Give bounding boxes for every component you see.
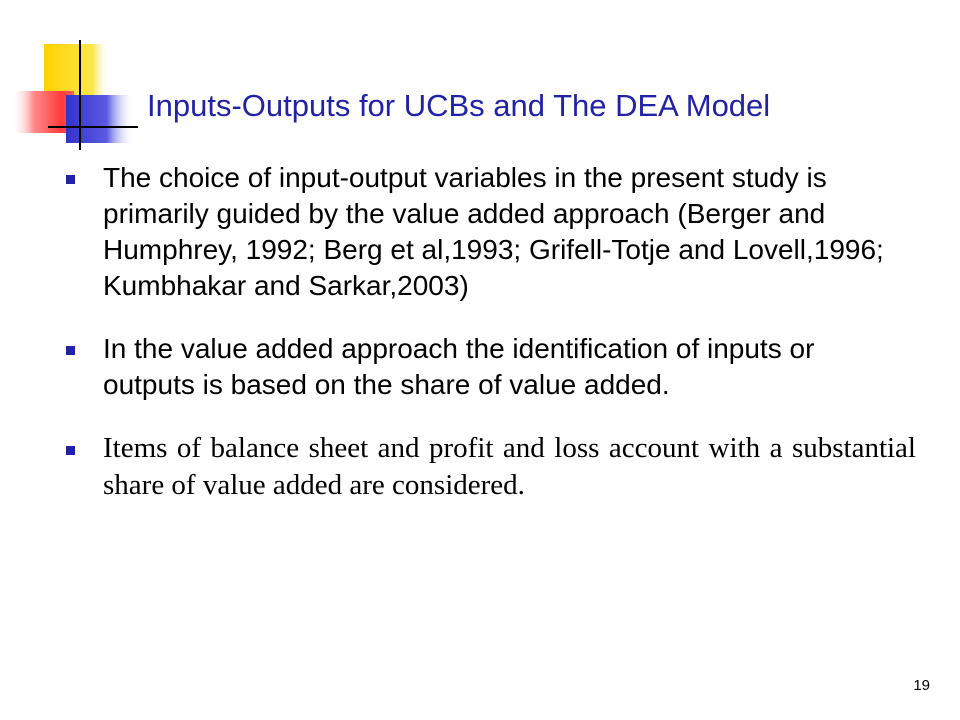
page-number: 19 bbox=[913, 677, 930, 694]
bullet-item bbox=[66, 160, 903, 304]
bullet-text: In the value added approach the identification of inputs or outputs is based on the share of value added. bbox=[103, 333, 815, 400]
square-bullet-icon bbox=[66, 175, 75, 184]
square-bullet-icon bbox=[66, 346, 75, 355]
slide-title: Inputs-Outputs for UCBs and The DEA Model bbox=[147, 88, 771, 123]
bullet-list bbox=[66, 160, 916, 504]
bullet-item bbox=[66, 331, 903, 403]
bullet-item bbox=[66, 430, 916, 504]
slide-logo-icon bbox=[0, 0, 140, 160]
bullet-text: Items of balance sheet and profit and loss account with a substantial share of value added are considered. bbox=[103, 432, 916, 501]
bullet-text: The choice of input-output variables in the present study is primarily guided by the value added approach (Berger and Humphrey, 1992; Berg et al,1993; Grifell-Totje and Lovell,1996; Kumbhakar and Sarkar,2003) bbox=[103, 162, 884, 301]
square-bullet-icon bbox=[66, 446, 75, 455]
